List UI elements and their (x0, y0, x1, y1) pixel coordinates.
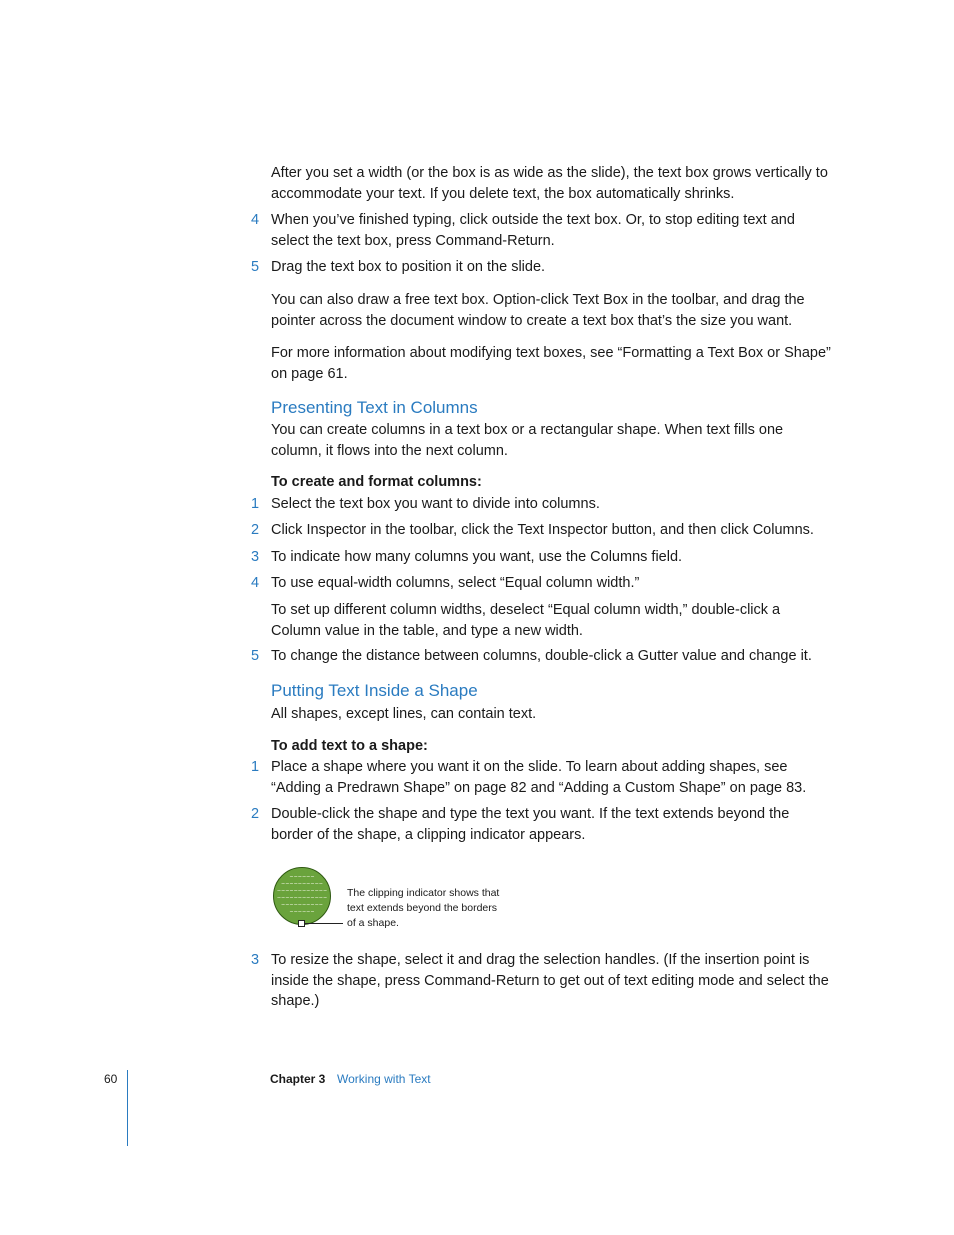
section-heading: Putting Text Inside a Shape (271, 681, 478, 700)
paragraph: You can also draw a free text box. Option-click Text Box in the toolbar, and drag the pointer across the document window to create a text box that’s the size you want. (271, 292, 805, 329)
step-number: 1 (251, 496, 260, 512)
step-text: Select the text box you want to divide into columns. (271, 496, 600, 512)
step-text: Click Inspector in the toolbar, click the Text Inspector button, and then click Columns. (271, 522, 814, 538)
task-heading: To add text to a shape: (271, 738, 428, 754)
shape-with-text: ~~~~~~ ~~~~~~~~~~ ~~~~~~~~~~~~ ~~~~~~~~~~~~ ~~~~~~~~~~ ~~~~~~ (273, 867, 331, 925)
footer-rule (127, 1070, 128, 1146)
step-text: To use equal-width columns, select “Equal column width.” (271, 575, 640, 591)
step-text: To resize the shape, select it and drag the selection handles. (If the insertion point is inside the shape, press Command-Return to get out of text editing mode and select the shape.) (271, 952, 829, 1009)
step-text: Drag the text box to position it on the slide. (271, 259, 546, 275)
step-text: Double-click the shape and type the text you want. If the text extends beyond the border of the shape, a clipping indicator appears. (271, 806, 790, 843)
figure-caption: The clipping indicator shows that text extends beyond the borders of a shape. (347, 887, 500, 929)
section-intro: You can create columns in a text box or a rectangular shape. When text fills one column, it flows into the next column. (271, 422, 784, 459)
task-heading: To create and format columns: (271, 474, 482, 490)
section-intro: All shapes, except lines, can contain text. (271, 706, 537, 722)
step-text: To indicate how many columns you want, use the Columns field. (271, 549, 683, 565)
step-number: 1 (251, 759, 260, 775)
footer-chapter-title: Working with Text (337, 1072, 431, 1086)
footer-chapter: Chapter 3 (270, 1072, 326, 1086)
section-heading: Presenting Text in Columns (271, 398, 478, 417)
step-number: 4 (251, 575, 260, 591)
step-text: Place a shape where you want it on the slide. To learn about adding shapes, see “Adding a Predrawn Shape” on page 82 and “Adding a Custom Shape” on page 83. (271, 759, 807, 796)
page-number: 60 (104, 1072, 118, 1086)
step-note: To set up different column widths, deselect “Equal column width,” double-click a Column value in the table, and type a new width. (271, 602, 781, 639)
step-text: When you’ve finished typing, click outside the text box. Or, to stop editing text and select the text box, press Command-Return. (271, 212, 795, 249)
paragraph: After you set a width (or the box is as wide as the slide), the text box grows vertically to accommodate your text. If you delete text, the box automatically shrinks. (271, 165, 828, 202)
clipping-indicator-figure (271, 865, 531, 935)
step-text: To change the distance between columns, double-click a Gutter value and change it. (271, 648, 812, 664)
step-number: 3 (251, 952, 260, 968)
step-number: 4 (251, 212, 260, 228)
step-number: 5 (251, 648, 260, 664)
callout-line (304, 923, 343, 924)
step-number: 2 (251, 522, 260, 538)
step-number: 5 (251, 259, 260, 275)
step-number: 3 (251, 549, 260, 565)
paragraph: For more information about modifying text boxes, see “Formatting a Text Box or Shape” on page 61. (271, 345, 831, 382)
step-number: 2 (251, 806, 260, 822)
